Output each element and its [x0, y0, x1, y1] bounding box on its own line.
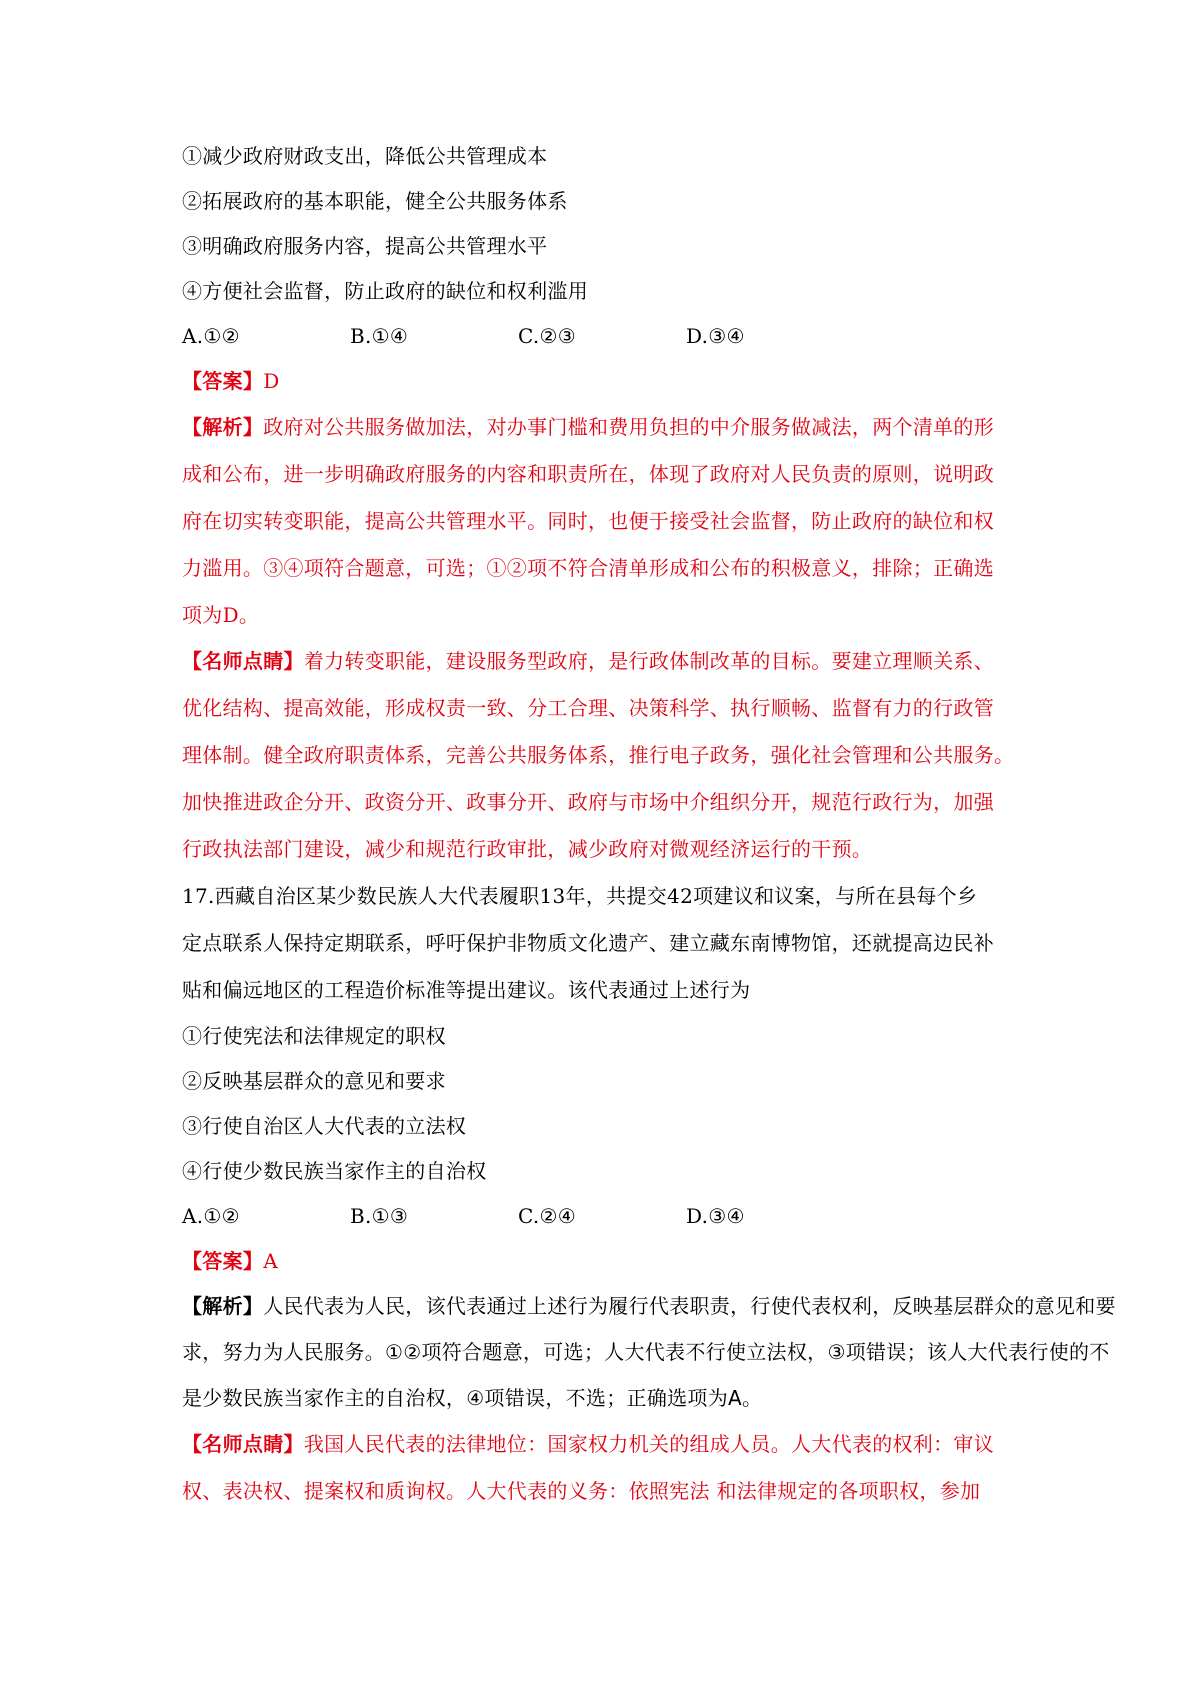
- q16-teacher-tag: 【名师点睛】: [182, 649, 304, 673]
- q16-teacher-line-4: 加快推进政企分开、政资分开、政事分开、政府与市场中介组织分开，规范行政行为，加强: [182, 790, 994, 814]
- q16-teacher-text-1: 着力转变职能，建设服务型政府，是行政体制改革的目标。要建立理顺关系、: [303, 649, 995, 673]
- q17-option-a: A.①②: [182, 1204, 240, 1228]
- q17-analysis-tag: 【解析】: [182, 1294, 264, 1318]
- q17-teacher-line-2: 权、表决权、提案权和质询权。人大代表的义务：依照宪法 和法律规定的各项职权，参加: [182, 1479, 981, 1503]
- q17-option-c: C.②④: [518, 1204, 577, 1228]
- q16-teacher-line-2: 优化结构、提高效能，形成权责一致、分工合理、决策科学、执行顺畅、监督有力的行政管: [182, 696, 994, 720]
- q17-answer-tag: 【答案】: [182, 1249, 264, 1273]
- q16-analysis-line-4: 力滥用。③④项符合题意，可选；①②项不符合清单形成和公布的积极意义，排除；正确选: [182, 556, 994, 580]
- q17-options: [182, 1203, 854, 1229]
- q17-analysis-text-1: 人民代表为人民，该代表通过上述行为履行代表职责，行使代表权利，反映基层群众的意见和要: [263, 1294, 1116, 1318]
- q16-option-d: D.③④: [686, 324, 745, 348]
- q17-option-d: D.③④: [686, 1204, 745, 1228]
- q17-item-2: ②反映基层群众的意见和要求: [182, 1069, 446, 1093]
- q16-analysis-line-3: 府在切实转变职能，提高公共管理水平。同时，也便于接受社会监督，防止政府的缺位和权: [182, 509, 994, 533]
- q16-teacher-line-5: 行政执法部门建设，减少和规范行政审批，减少政府对微观经济运行的干预。: [182, 837, 873, 861]
- q17-stem-line-2: 定点联系人保持定期联系，呼吁保护非物质文化遗产、建立藏东南博物馆，还就提高边民补: [182, 931, 994, 955]
- q16-analysis-line-1: [182, 414, 994, 440]
- q17-teacher-tag: 【名师点睛】: [182, 1432, 304, 1456]
- q17-analysis-line-2: 求，努力为人民服务。①②项符合题意，可选；人大代表不行使立法权，③项错误；该人大代表行使的不: [182, 1340, 1110, 1364]
- q16-analysis-line-2: 成和公布，进一步明确政府服务的内容和职责所在，体现了政府对人民负责的原则，说明政: [182, 462, 994, 486]
- q17-item-1: ①行使宪法和法律规定的职权: [182, 1024, 446, 1048]
- q16-item-4: ④方便社会监督，防止政府的缺位和权利滥用: [182, 279, 588, 303]
- q16-options: [182, 323, 854, 349]
- q16-item-3: ③明确政府服务内容，提高公共管理水平: [182, 234, 548, 258]
- q16-answer: [182, 368, 280, 394]
- q17-stem-line-3: 贴和偏远地区的工程造价标准等提出建议。该代表通过上述行为: [182, 978, 751, 1002]
- q16-item-2: ②拓展政府的基本职能，健全公共服务体系: [182, 189, 568, 213]
- q16-analysis-tag: 【解析】: [182, 415, 264, 439]
- q16-answer-value: D: [263, 369, 280, 393]
- q16-teacher-line-3: 理体制。健全政府职责体系，完善公共服务体系，推行电子政务，强化社会管理和公共服务。: [182, 743, 1015, 767]
- q17-analysis-line-3: 是少数民族当家作主的自治权，④项错误，不选；正确选项为A。: [182, 1386, 763, 1410]
- q17-answer: [182, 1248, 278, 1274]
- q17-item-4: ④行使少数民族当家作主的自治权: [182, 1159, 487, 1183]
- q16-teacher-line-1: [182, 648, 994, 674]
- q16-option-c: C.②③: [518, 324, 577, 348]
- q17-option-b: B.①③: [350, 1204, 409, 1228]
- q17-teacher-text-1: 我国人民代表的法律地位：国家权力机关的组成人员。人大代表的权利：审议: [303, 1432, 995, 1456]
- q16-option-b: B.①④: [350, 324, 409, 348]
- q17-teacher-line-1: [182, 1431, 994, 1457]
- q16-option-a: A.①②: [182, 324, 240, 348]
- q17-item-3: ③行使自治区人大代表的立法权: [182, 1114, 467, 1138]
- q16-analysis-line-5: 项为D。: [182, 603, 260, 627]
- q16-analysis-text-1: 政府对公共服务做加法，对办事门槛和费用负担的中介服务做减法，两个清单的形: [263, 415, 995, 439]
- q16-item-1: ①减少政府财政支出，降低公共管理成本: [182, 144, 548, 168]
- q17-stem-line-1: 17.西藏自治区某少数民族人大代表履职13年，共提交42项建议和议案，与所在县每个乡: [182, 884, 978, 908]
- q16-answer-tag: 【答案】: [182, 369, 264, 393]
- q17-analysis-line-1: [182, 1293, 1116, 1319]
- q17-answer-value: A: [263, 1249, 278, 1273]
